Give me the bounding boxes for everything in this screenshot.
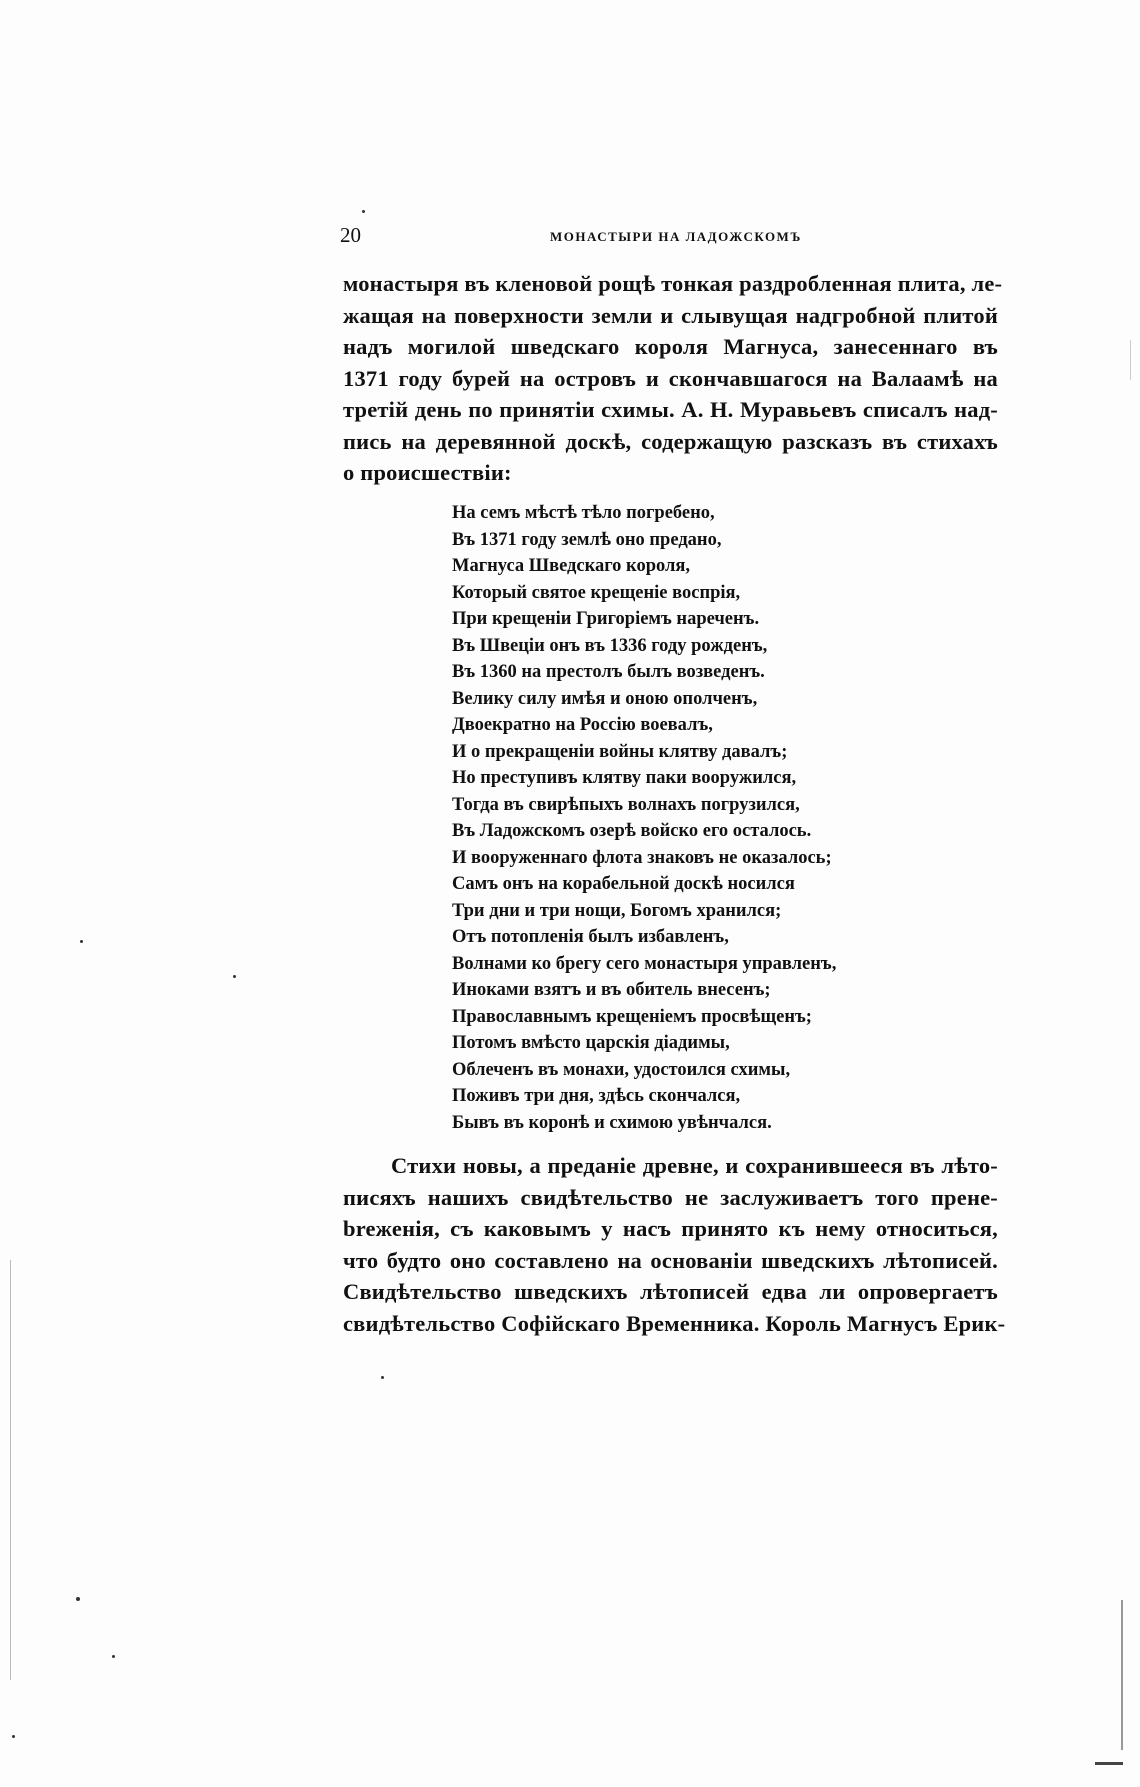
verse-line: Волнами ко брегу сего монастыря управленъ,	[452, 953, 837, 974]
verse-line: На семъ мѣстѣ тѣло погребено,	[452, 503, 715, 523]
paragraph-2	[343, 1150, 1006, 1339]
text-line: писяхъ нашихъ свидѣтельство не заслуживаетъ того прене-	[343, 1184, 998, 1210]
verse-line: Велику силу имѣя и оною ополченъ,	[452, 688, 758, 709]
scan-speck	[80, 940, 83, 943]
scan-edge-line	[1130, 340, 1131, 380]
verse-line: Поживъ три дня, здѣсь скончался,	[452, 1086, 741, 1106]
verse-line: Отъ потопленія былъ избавленъ,	[452, 927, 729, 947]
page-header	[340, 223, 992, 255]
verse-line: Двоекратно на Россію воевалъ,	[452, 715, 713, 735]
text-line: свидѣтельство Софійскаго Временника. Король Магнусъ Ерик-	[343, 1310, 1006, 1336]
verse-line: Православнымъ крещеніемъ просвѣщенъ;	[452, 1006, 812, 1027]
verse-line: Который святое крещеніе воспрія,	[452, 582, 741, 603]
verse-line: Магнуса Шведскаго короля,	[452, 556, 691, 576]
verse-line: И вооруженнаго флота знаковъ не оказалось;	[452, 847, 832, 868]
paragraph-1	[343, 268, 1003, 489]
text-line: третій день по принятіи схимы. А. Н. Муравьевъ списалъ над-	[343, 397, 998, 422]
scan-speck	[12, 1735, 15, 1738]
verse-line: Въ 1360 на престолъ былъ возведенъ.	[452, 662, 765, 682]
page-number: 20	[340, 223, 361, 247]
scan-edge-line	[10, 1260, 11, 1680]
text-line: о происшествіи:	[343, 460, 512, 485]
verse-line: Самъ онъ на корабельной доскѣ носился	[452, 874, 795, 894]
running-head: МОНАСТЫРИ НА ЛАДОЖСКОМЪ	[550, 229, 802, 244]
text-line: 1371 году бурей на островъ и скончавшагося на Валаамѣ на	[343, 365, 998, 391]
scan-edge-line	[1095, 1762, 1123, 1765]
scan-speck	[362, 210, 365, 213]
verse-line: Потомъ вмѣсто царскія діадимы,	[452, 1033, 730, 1053]
verse-line: Три дни и три нощи, Богомъ хранился;	[452, 900, 782, 921]
text-line: что будто оно составлено на основаніи шведскихъ лѣтописей.	[343, 1247, 998, 1273]
scan-speck	[233, 975, 236, 978]
verse-line: И о прекращеніи войны клятву давалъ;	[452, 741, 788, 762]
text-line: Свидѣтельство шведскихъ лѣтописей едва ли опровергаетъ	[343, 1279, 998, 1304]
scan-edge-line	[1121, 1600, 1123, 1750]
text-line: монастыря въ кленовой рощѣ тонкая раздробленная плита, ле-	[343, 271, 1003, 296]
text-line: надъ могилой шведскаго короля Магнуса, занесеннаго въ	[343, 334, 998, 359]
verse-line: Въ Швеціи онъ въ 1336 году рожденъ,	[452, 635, 768, 656]
verse-line: Въ 1371 году землѣ оно предано,	[452, 529, 722, 550]
scan-speck	[112, 1655, 115, 1658]
text-line: жащая на поверхности земли и слывущая надгробной плитой	[343, 302, 998, 328]
scan-speck	[76, 1597, 80, 1601]
verse-line: При крещеніи Григоріемъ нареченъ.	[452, 609, 760, 629]
text-line: breженія, съ каковымъ у насъ принято къ нему относиться,	[343, 1216, 998, 1241]
text-line: Стихи новы, а преданіе древне, и сохранившееся въ лѣто-	[391, 1153, 998, 1178]
verse-line: Облеченъ въ монахи, удостоился схимы,	[452, 1059, 791, 1080]
verse-line: Въ Ладожскомъ озерѣ войско его осталось.	[452, 821, 812, 841]
verse-line: Бывъ въ коронѣ и схимою увѣнчался.	[452, 1112, 772, 1133]
verse-line: Тогда въ свирѣпыхъ волнахъ погрузился,	[452, 794, 800, 815]
verse-line: Иноками взятъ и въ обитель внесенъ;	[452, 980, 771, 1000]
verse-line: Но преступивъ клятву паки вооружился,	[452, 768, 797, 788]
scan-speck	[381, 1376, 384, 1379]
verse-inscription	[452, 500, 836, 1136]
text-line: пись на деревянной доскѣ, содержащую разсказъ въ стихахъ	[343, 428, 998, 454]
